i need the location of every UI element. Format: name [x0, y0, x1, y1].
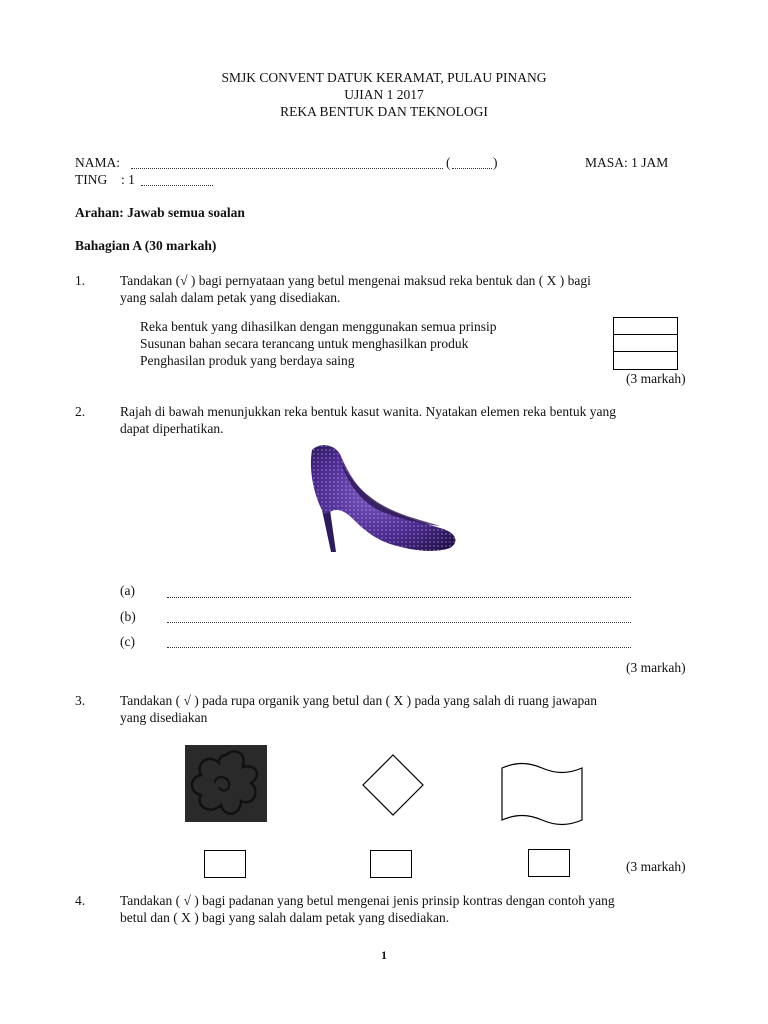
q1-answer-box[interactable] [613, 351, 678, 370]
q3-number: 3. [75, 693, 86, 708]
q3-answer-box[interactable] [204, 850, 246, 878]
q2-marks: (3 markah) [626, 660, 686, 675]
masa-label: MASA: 1 JAM [585, 155, 669, 170]
q3-answer-box[interactable] [370, 850, 412, 878]
nama-label: NAMA: [75, 155, 121, 170]
q2-answer-line[interactable] [167, 622, 631, 623]
q3-answer-box[interactable] [528, 849, 570, 877]
exam-title: UJIAN 1 2017 [344, 87, 424, 102]
q2-text-line1: Rajah di bawah menunjukkan reka bentuk kasut wanita. Nyatakan elemen reka bentuk yang [120, 404, 616, 419]
subject-title: REKA BENTUK DAN TEKNOLOGI [280, 104, 488, 119]
ting-label: TING [75, 172, 108, 187]
ting-value: : 1 [121, 172, 135, 187]
q1-number: 1. [75, 273, 86, 288]
paren-close: ) [493, 155, 498, 170]
q2-text-line2: dapat diperhatikan. [120, 421, 224, 436]
q1-text-line1: Tandakan (√ ) bagi pernyataan yang betul mengenai maksud reka bentuk dan ( X ) bagi [120, 273, 591, 288]
paren-open: ( [446, 155, 451, 170]
school-name: SMJK CONVENT DATUK KERAMAT, PULAU PINANG [221, 70, 547, 85]
nama-field[interactable] [131, 168, 443, 169]
ting-field[interactable] [141, 185, 213, 186]
q1-statement: Susunan bahan secara terancang untuk menghasilkan produk [140, 336, 469, 351]
q1-statement: Penghasilan produk yang berdaya saing [140, 353, 355, 368]
q1-statement: Reka bentuk yang dihasilkan dengan menggunakan semua prinsip [140, 319, 497, 334]
q1-text-line2: yang salah dalam petak yang disediakan. [120, 290, 341, 305]
q2-answer-label: (c) [120, 634, 135, 649]
q4-text-line2: betul dan ( X ) bagi yang salah dalam petak yang disediakan. [120, 910, 450, 925]
page-number: 1 [381, 948, 387, 962]
q2-answer-line[interactable] [167, 597, 631, 598]
high-heel-shoe-image [300, 440, 465, 558]
q3-text-line1: Tandakan ( √ ) pada rupa organik yang betul dan ( X ) pada yang salah di ruang jawapan [120, 693, 598, 708]
instruction: Arahan: Jawab semua soalan [75, 205, 245, 220]
class-number-field[interactable] [452, 168, 492, 169]
section-a-title: Bahagian A (30 markah) [75, 238, 217, 253]
q3-text-line2: yang disediakan [120, 710, 208, 725]
flower-shape-icon [185, 745, 267, 822]
q1-marks: (3 markah) [626, 371, 686, 386]
q2-answer-label: (a) [120, 583, 135, 598]
q2-answer-line[interactable] [167, 647, 631, 648]
q2-answer-label: (b) [120, 609, 136, 624]
q4-number: 4. [75, 893, 86, 908]
q4-text-line1: Tandakan ( √ ) bagi padanan yang betul mengenai jenis prinsip kontras dengan contoh yang [120, 893, 615, 908]
diamond-shape-icon [360, 752, 426, 818]
q3-marks: (3 markah) [626, 859, 686, 874]
q2-number: 2. [75, 404, 86, 419]
wavy-flag-shape-icon [500, 762, 584, 826]
